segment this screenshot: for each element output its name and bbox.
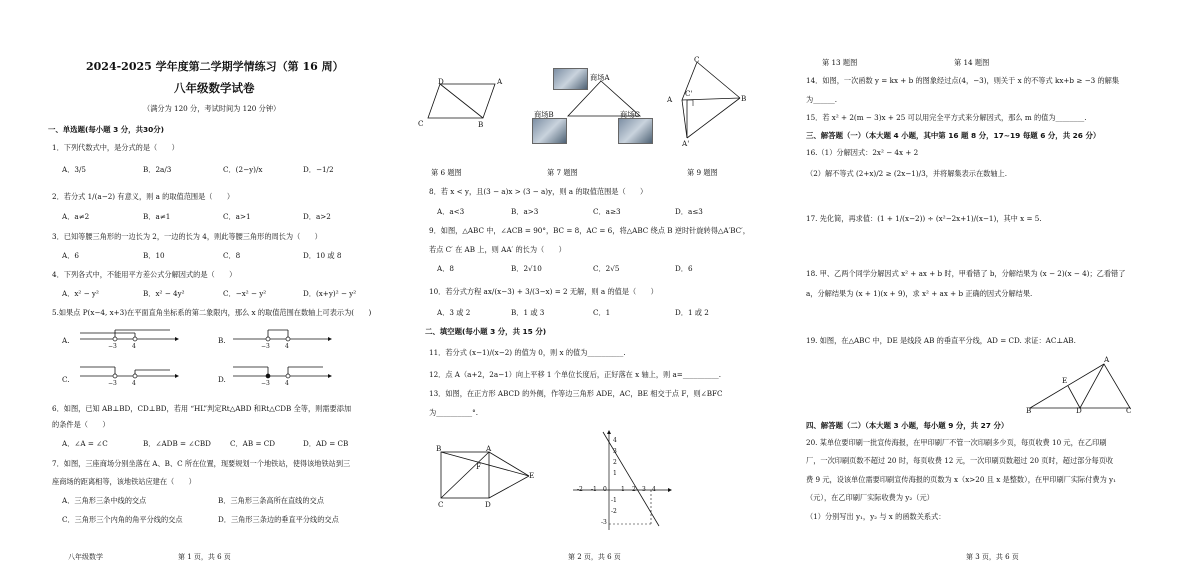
fig14-x-tick-neg1: -1 bbox=[591, 486, 597, 493]
question-5: 5.如果点 P(x−4, x+3)在平面直角坐标系的第二象限内，那么 x 的取值范围在数轴上可表示为( ) bbox=[52, 308, 372, 317]
q7-option-b: B．三角形三条高所在直线的交点 bbox=[218, 496, 324, 505]
q4-option-c: C．−x² − y² bbox=[223, 289, 267, 298]
fig14-x-tick-4: 4 bbox=[652, 486, 656, 493]
q5d-mark-4: 4 bbox=[285, 380, 289, 387]
q5c-mark-neg3: −3 bbox=[108, 380, 117, 387]
section-3-heading: 三、解答题（一）（本大题 4 小题，其中第 16 题 8 分，17~19 每题 6 分，共 26 分） bbox=[806, 131, 1101, 140]
q7-option-a: A．三角形三条中线的交点 bbox=[62, 496, 147, 505]
question-10: 10．若分式方程 ax/(x−3) + 3/(3−x) = 2 无解，则 a 的值是（ ） bbox=[429, 287, 658, 296]
q1-option-a: A．3/5 bbox=[62, 165, 86, 174]
q4-option-b: B．x² − 4y² bbox=[143, 289, 185, 298]
q5-option-b-label: B. bbox=[218, 336, 226, 345]
fig14-x-tick-3: 3 bbox=[642, 486, 646, 493]
fig14-y-tick-neg2: -2 bbox=[611, 508, 617, 515]
fig19-label-b: B bbox=[1026, 406, 1032, 415]
q9-option-d: D．6 bbox=[675, 264, 693, 273]
fig13-label-b: B bbox=[436, 444, 442, 453]
number-line-d bbox=[233, 362, 333, 388]
number-line-c bbox=[80, 362, 180, 388]
fig13-label-c: C bbox=[438, 500, 444, 509]
exam-info: （满分为 120 分，考试时间为 120 分钟） bbox=[143, 104, 281, 113]
question-8: 8．若 x < y，且(3 − a)x > (3 − a)y，则 a 的取值范围是（ ） bbox=[429, 187, 648, 196]
fig14-x-tick-2: 2 bbox=[632, 486, 636, 493]
q5a-mark-neg3: −3 bbox=[108, 343, 117, 350]
q10-option-c: C．1 bbox=[593, 308, 611, 317]
q8-option-a: A．a<3 bbox=[437, 207, 465, 216]
exam-page-2 bbox=[418, 0, 770, 581]
question-4: 4．下列各式中，不能用平方差公式分解因式的是（ ） bbox=[52, 270, 237, 279]
q5d-mark-neg3: −3 bbox=[261, 380, 270, 387]
question-12: 12．点 A（a+2，2a−1）向上平移 1 个单位长度后，正好落在 x 轴上，则 a=__________. bbox=[429, 370, 722, 379]
number-line-b bbox=[233, 325, 333, 351]
question-13: 13．如图，在正方形 ABCD 的外侧，作等边三角形 ADE，AC，BE 相交于点 F，则∠BFC bbox=[429, 389, 723, 398]
question-13-line-2: 为__________°. bbox=[429, 408, 479, 417]
q6-option-a: A．∠A = ∠C bbox=[62, 439, 108, 448]
fig19-label-d: D bbox=[1076, 406, 1082, 415]
q1-option-b: B．2a/3 bbox=[143, 165, 172, 174]
figure-14-linear-graph bbox=[573, 430, 673, 530]
fig14-y-tick-2: 2 bbox=[613, 459, 617, 466]
question-17: 17. 先化简，再求值：(1 + 1/(x−2)) ÷ (x²−2x+1)/(x−1)，其中 x = 5. bbox=[806, 214, 1042, 223]
q7-option-c: C．三角形三个内角的角平分线的交点 bbox=[62, 515, 183, 524]
figure-6-caption: 第 6 题图 bbox=[431, 168, 462, 177]
fig9-label-c-prime: C' bbox=[685, 89, 693, 98]
fig6-label-c: C bbox=[418, 119, 424, 128]
mall-b-photo bbox=[532, 118, 567, 144]
q8-option-d: D．a≤3 bbox=[675, 207, 703, 216]
figure-14-caption: 第 14 题图 bbox=[954, 58, 990, 67]
q6-option-c: C．AB = CD bbox=[230, 439, 276, 448]
question-20-part-1: （1）分别写出 y₁，y₂ 与 x 的函数关系式： bbox=[806, 512, 946, 521]
question-20-line-3: 费 9 元，设该单位需要印刷宣传海报的页数为 x（x>20 且 x 是整数），在甲印刷厂实际付费为 y₁ bbox=[806, 475, 1116, 484]
q6-option-d: D．AD = CB bbox=[303, 439, 349, 448]
question-14-line-2: 为______. bbox=[806, 95, 838, 104]
number-line-a bbox=[80, 325, 180, 351]
question-7: 7．如图，三座商场分别坐落在 A、B、C 所在位置，现要规划一个地铁站，使得该地铁站到三 bbox=[52, 459, 351, 468]
q5b-mark-4: 4 bbox=[285, 343, 289, 350]
question-7-line-2: 座商场的距离相等，该地铁站应建在（ ） bbox=[52, 477, 196, 486]
q2-option-c: C．a>1 bbox=[223, 212, 251, 221]
q2-option-d: D．a>2 bbox=[303, 212, 331, 221]
fig19-label-e: E bbox=[1062, 376, 1068, 385]
q10-option-a: A．3 或 2 bbox=[437, 308, 471, 317]
q3-option-d: D．10 或 8 bbox=[303, 251, 342, 260]
figure-13-square-triangle bbox=[437, 446, 537, 506]
figure-9-caption: 第 9 题图 bbox=[687, 168, 718, 177]
figure-19-triangle bbox=[1028, 362, 1138, 412]
fig14-y-tick-neg1: -1 bbox=[611, 497, 617, 504]
question-11: 11．若分式 (x−1)/(x−2) 的值为 0，则 x 的值为__________. bbox=[429, 348, 626, 357]
question-6-line-2: 的条件是（ ） bbox=[52, 420, 110, 429]
fig14-x-tick-neg2: -2 bbox=[577, 486, 583, 493]
q8-option-b: B．a>3 bbox=[511, 207, 539, 216]
fig13-label-d: D bbox=[485, 500, 491, 509]
q8-option-c: C．a≥3 bbox=[593, 207, 621, 216]
q2-option-b: B．a≠1 bbox=[143, 212, 171, 221]
fig6-label-b: B bbox=[478, 120, 484, 129]
subject-title: 八年级数学试卷 bbox=[174, 81, 255, 95]
fig9-label-b: B bbox=[741, 94, 747, 103]
fig19-label-a: A bbox=[1104, 355, 1110, 364]
q5a-mark-4: 4 bbox=[132, 343, 136, 350]
mall-c-photo bbox=[618, 118, 653, 144]
fig14-y-tick-3: 3 bbox=[613, 448, 617, 455]
fig14-x-tick-1: 1 bbox=[621, 486, 625, 493]
q10-option-b: B．1 或 3 bbox=[511, 308, 545, 317]
fig9-label-c: C bbox=[694, 55, 700, 64]
q9-option-c: C．2√5 bbox=[593, 264, 620, 273]
footer-subject: 八年级数学 bbox=[68, 553, 103, 561]
question-2: 2．若分式 1/(a−2) 有意义，则 a 的取值范围是（ ） bbox=[52, 192, 235, 201]
fig13-label-f: F bbox=[476, 462, 481, 471]
q5-option-a-label: A. bbox=[62, 336, 70, 345]
q3-option-a: A．6 bbox=[62, 251, 79, 260]
fig9-label-a: A bbox=[667, 95, 673, 104]
question-16-part-2: （2）解不等式 (2+x)/2 ≥ (2x−1)/3，并将解集表示在数轴上. bbox=[806, 169, 1007, 178]
figure-7-caption: 第 7 题图 bbox=[547, 168, 578, 177]
question-20-line-2: 厂，一次印刷页数不超过 20 时，每页收费 12 元，一次印刷页数超过 20 页时，超过部分每页收 bbox=[806, 456, 1114, 465]
exam-page-3 bbox=[806, 0, 1158, 581]
q3-option-c: C．8 bbox=[223, 251, 241, 260]
figure-9-rotation bbox=[675, 60, 750, 145]
footer-page-number: 第 1 页，共 6 页 bbox=[178, 553, 231, 561]
fig6-label-d: D bbox=[438, 77, 444, 86]
q4-option-d: D．(x+y)² − y² bbox=[303, 289, 357, 298]
fig7-label-b: 商场B bbox=[534, 110, 554, 119]
q3-option-b: B．10 bbox=[143, 251, 165, 260]
fig7-label-a: 商场A bbox=[590, 73, 610, 82]
question-18-line-2: a，分解结果为 (x + 1)(x + 9)，求 x² + ax + b 正确的因式分解结果. bbox=[806, 289, 1033, 298]
question-1: 1．下列代数式中，是分式的是（ ） bbox=[52, 143, 179, 152]
fig13-label-e: E bbox=[529, 471, 535, 480]
question-19: 19. 如图，在△ABC 中，DE 是线段 AB 的垂直平分线，AD = CD. 求证：AC⊥AB. bbox=[806, 336, 1076, 345]
q5-option-c-label: C. bbox=[62, 375, 70, 384]
q1-option-c: C．(2−y)/x bbox=[223, 165, 263, 174]
fig14-x-tick-0: 0 bbox=[603, 486, 607, 493]
fig19-label-c: C bbox=[1126, 406, 1132, 415]
question-18: 18. 甲、乙两个同学分解因式 x² + ax + b 时，甲看错了 b，分解结果为 (x − 2)(x − 4)；乙看错了 bbox=[806, 269, 1126, 278]
fig14-y-tick-4: 4 bbox=[613, 437, 617, 444]
q1-option-d: D．−1/2 bbox=[303, 165, 334, 174]
figure-13-caption: 第 13 题图 bbox=[822, 58, 858, 67]
exam-page-1 bbox=[48, 0, 394, 581]
q5c-mark-4: 4 bbox=[132, 380, 136, 387]
q5b-mark-neg3: −3 bbox=[261, 343, 270, 350]
q9-option-a: A．8 bbox=[437, 264, 454, 273]
fig9-label-a-prime: A' bbox=[682, 139, 690, 148]
question-20: 20. 某单位要印刷一批宣传海报，在甲印刷厂不管一次印刷多少页，每页收费 10 元，在乙印刷 bbox=[806, 438, 1107, 447]
q5-option-d-label: D. bbox=[218, 375, 226, 384]
fig14-y-tick-neg3: -3 bbox=[601, 519, 607, 526]
q7-option-d: D．三角形三条边的垂直平分线的交点 bbox=[218, 515, 339, 524]
footer-page-number: 第 2 页，共 6 页 bbox=[568, 553, 621, 561]
fig13-label-a: A bbox=[486, 444, 492, 453]
footer-page-number: 第 3 页，共 6 页 bbox=[966, 553, 1019, 561]
q10-option-d: D．1 或 2 bbox=[675, 308, 709, 317]
q6-option-b: B．∠ADB = ∠CBD bbox=[143, 439, 211, 448]
fig6-label-a: A bbox=[497, 77, 503, 86]
section-4-heading: 四、解答题（二）（本大题 3 小题，每小题 9 分，共 27 分） bbox=[806, 421, 1009, 430]
question-20-line-4: （元），在乙印刷厂实际收费为 y₂（元） bbox=[806, 493, 934, 502]
question-15: 15．若 x² + 2(m − 3)x + 25 可以用完全平方式来分解因式，那么 m 的值为________. bbox=[806, 113, 1087, 122]
question-9-line-2: 若点 C′ 在 AB 上，则 AA′ 的长为（ ） bbox=[429, 245, 566, 254]
q4-option-a: A．x² − y² bbox=[62, 289, 99, 298]
q9-option-b: B．2√10 bbox=[511, 264, 542, 273]
fig14-y-tick-1: 1 bbox=[613, 470, 617, 477]
fig7-label-c: 商场C bbox=[620, 110, 640, 119]
question-16-part-1: 16.（1）分解因式：2x² − 4x + 2 bbox=[806, 148, 919, 157]
q2-option-a: A．a≠2 bbox=[62, 212, 90, 221]
question-9: 9．如图，△ABC 中，∠ACB = 90°，BC = 8，AC = 6，将△ABC 绕点 B 逆时针旋转得△A′BC′， bbox=[429, 226, 750, 235]
exam-header-title: 2024-2025 学年度第二学期学情练习（第 16 周） bbox=[86, 60, 344, 73]
question-6: 6．如图，已知 AB⊥BD，CD⊥BD，若用 “HL”判定Rt△ABD 和Rt△CDB 全等，则需要添加 bbox=[52, 404, 352, 413]
question-3: 3．已知等腰三角形的一边长为 2，一边的长为 4，则此等腰三角形的周长为（ ） bbox=[52, 232, 322, 241]
question-14: 14．如图，一次函数 y = kx + b 的图象经过点(4，−3)，则关于 x 的不等式 kx+b ≥ −3 的解集 bbox=[806, 76, 1120, 85]
section-2-heading: 二、填空题(每小题 3 分，共 15 分) bbox=[425, 327, 547, 336]
section-1-heading: 一、单选题(每小题 3 分，共30分) bbox=[48, 125, 165, 134]
